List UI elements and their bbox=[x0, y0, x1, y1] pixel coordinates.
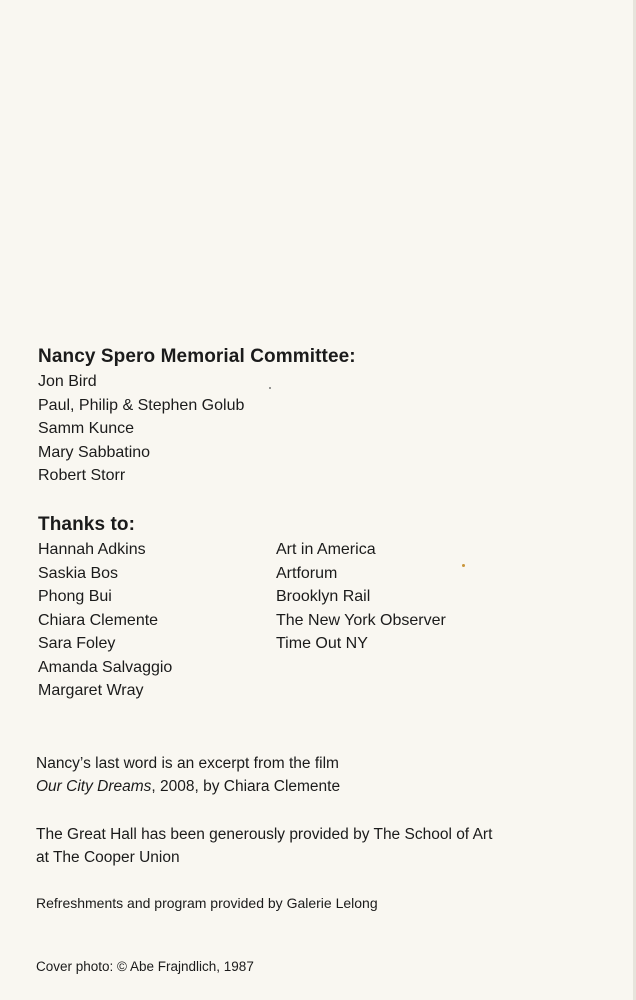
cover-photo-credit: Cover photo: © Abe Frajndlich, 1987 bbox=[36, 959, 254, 974]
thanks-person: Margaret Wray bbox=[38, 682, 144, 699]
committee-member: Robert Storr bbox=[38, 467, 126, 484]
film-note-line2 bbox=[36, 775, 340, 798]
thanks-people-list bbox=[38, 538, 172, 703]
paper-speck bbox=[462, 564, 465, 567]
thanks-person: Sara Foley bbox=[38, 635, 116, 652]
committee-member: Mary Sabbatino bbox=[38, 443, 151, 461]
committee-list bbox=[38, 370, 244, 488]
hall-note-line1: The Great Hall has been generously provided by The School of Art bbox=[36, 826, 493, 843]
thanks-person: Chiara Clemente bbox=[38, 611, 159, 629]
thanks-person: Saskia Bos bbox=[38, 564, 119, 582]
film-title: Our City Dreams bbox=[36, 778, 152, 795]
thanks-person: Amanda Salvaggio bbox=[38, 658, 173, 676]
thanks-publication: Artforum bbox=[276, 564, 338, 582]
film-note-line1: Nancy’s last word is an excerpt from the film bbox=[36, 755, 339, 772]
hall-note bbox=[36, 823, 492, 869]
refreshments-note: Refreshments and program provided by Galerie Lelong bbox=[36, 895, 378, 911]
committee-member: Samm Kunce bbox=[38, 420, 135, 437]
film-note bbox=[36, 752, 340, 798]
hall-note-line2: at The Cooper Union bbox=[36, 849, 180, 866]
thanks-heading: Thanks to: bbox=[38, 514, 136, 535]
thanks-person: Hannah Adkins bbox=[38, 541, 146, 558]
thanks-publication: Time Out NY bbox=[276, 635, 368, 652]
thanks-publication: Brooklyn Rail bbox=[276, 588, 371, 605]
thanks-publications-list bbox=[276, 538, 446, 656]
paper-speck bbox=[269, 387, 271, 389]
committee-heading: Nancy Spero Memorial Committee: bbox=[38, 346, 356, 367]
thanks-publication: Art in America bbox=[276, 541, 376, 558]
thanks-publication: The New York Observer bbox=[276, 611, 446, 629]
committee-member: Jon Bird bbox=[38, 373, 97, 390]
committee-member: Paul, Philip & Stephen Golub bbox=[38, 396, 245, 414]
thanks-person: Phong Bui bbox=[38, 588, 112, 605]
film-note-detail: , 2008, by Chiara Clemente bbox=[151, 778, 341, 795]
